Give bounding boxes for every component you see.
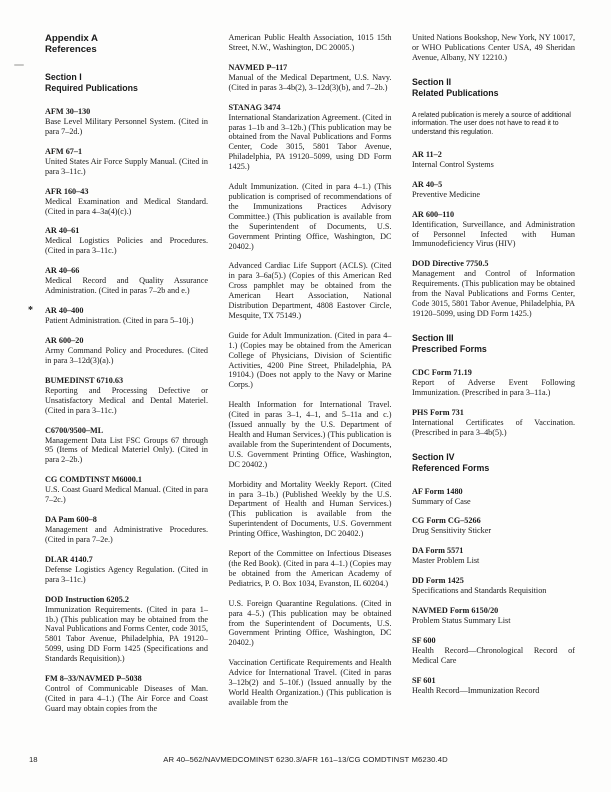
- entry-description: Preventive Medicine: [412, 189, 480, 199]
- section-heading-line: Related Publications: [412, 87, 499, 98]
- entry-description: Defense Logistics Agency Regulation. (Cited in para 3–11c.): [45, 564, 208, 584]
- entry-description: Summary of Case: [412, 496, 471, 506]
- section-heading: [45, 72, 208, 94]
- entry-number: AR 40–400: [45, 306, 84, 316]
- entry-number: BUMEDINST 6710.63: [45, 375, 124, 385]
- entry-number: AR 40–66: [45, 266, 80, 276]
- entry-number: PHS Form 731: [412, 407, 464, 417]
- publication-paragraph: American Public Health Association, 1015 15th Street, N.W., Washington, DC 20005.): [228, 33, 392, 52]
- entry-description: Drug Sensitivity Sticker: [412, 526, 492, 536]
- entry-number: CG Form CG–5266: [412, 516, 481, 526]
- entry-number: DD Form 1425: [412, 576, 464, 586]
- entry-description: Health Record—Immunization Record: [412, 685, 540, 695]
- entry-description: U.S. Coast Guard Medical Manual. (Cited in para 7–2c.): [45, 485, 208, 505]
- reference-entry: [45, 426, 208, 466]
- entry-description: Report of Adverse Event Following Immunization. (Prescribed in para 3–11a.): [412, 377, 575, 397]
- entry-description: Master Problem List: [412, 556, 480, 566]
- entry-description: International Standarization Agreement. (Cited in paras 1–1b and 3–12b.) (This publication may be obtained from the Naval Publications and Forms Center, Code 3015, 5801 Tabor Avenue, Philadelphia, PA 19120–5099, using DD Form 1425.): [228, 112, 392, 172]
- reference-entry: [412, 546, 575, 566]
- publication-paragraph: Vaccination Certificate Requirements and Health Advice for International Travel. (Cited in paras 3–12b(2) and 5–10f.) (Issued annually by the World Health Organization.) (This publication is available from the: [228, 658, 392, 707]
- entry-number: SF 601: [412, 675, 436, 685]
- entry-number: AFM 30–130: [45, 107, 91, 116]
- section-heading-line: Section IV: [412, 451, 455, 462]
- entry-description: Health Record—Chronological Record of Medical Care: [412, 646, 575, 665]
- margin-dash-mark: [14, 64, 24, 66]
- reference-entry: [45, 336, 208, 366]
- reference-entry: [412, 487, 575, 507]
- reference-entry: [45, 555, 208, 585]
- related-publications-note: A related publication is merely a source of additional information. The user does not have to read it to understand this regulation.: [412, 111, 571, 137]
- reference-entry: [412, 259, 575, 319]
- column-middle: [229, 33, 392, 724]
- entry-description: Reporting and Processing Defective or Unsatisfactory Medical and Dental Materiel. (Cited in para 3–11c.): [45, 385, 208, 415]
- entry-description: Manual of the Medical Department, U.S. Navy. (Cited in paras 3–4b(2), 3–12d(3)(b), and 7–2b.): [228, 72, 392, 92]
- publication-paragraph: Guide for Adult Immunization. (Cited in para 4–1.) (Copies may be obtained from the American College of Physicians, Division of Scientific Activities, 4200 Pine Street, Philadelphia, PA 19104.) (Does not apply to the Navy or Marine Corps.): [228, 330, 392, 390]
- entry-number: AFM 67–1: [45, 146, 83, 156]
- publication-paragraph: Advanced Cardiac Life Support (ACLS). (Cited in para 3–6a(5).) (Copies of this American Red Cross pamphlet may be obtained from the American Heart Association, National Distribution Department, 4808 Eastover Circle, Mesquite, TX 75149.): [228, 261, 392, 320]
- column-right: [412, 33, 575, 724]
- reference-entry: [45, 376, 208, 416]
- references-columns: [28, 33, 575, 724]
- entry-description: Specifications and Standards Requisition: [412, 586, 547, 596]
- reference-entry: [45, 266, 208, 296]
- entry-description: Patient Administration. (Cited in para 5–10j.): [45, 316, 194, 326]
- reference-entry: [412, 636, 575, 666]
- publication-paragraph: United Nations Bookshop, New York, NY 10017, or WHO Publications Center USA, 49 Sheridan Avenue, Albany, NY 12210.): [412, 33, 575, 62]
- entry-number: DA Pam 600–8: [45, 515, 97, 525]
- publication-paragraph: Report of the Committee on Infectious Diseases (the Red Book). (Cited in para 4–1.) (Copies may be obtained from the American Academy of Pediatrics, P. O. Box 1034, Evanston, IL 60204.): [228, 549, 392, 588]
- entry-number: CDC Form 71.19: [412, 367, 472, 377]
- reference-entry: [412, 576, 575, 596]
- entry-number: CG COMDTINST M6000.1: [45, 475, 142, 485]
- publication-paragraph: U.S. Foreign Quarantine Regulations. (Cited in para 4–5.) (This publication may be obtained from the Superintendent of Documents, U.S. Government Printing Office, Washington, DC 20402.): [228, 598, 392, 648]
- section-heading: [412, 333, 575, 355]
- entry-description: Medical Logistics Policies and Procedures. (Cited in para 3–11c.): [45, 236, 208, 256]
- entry-description: Army Command Policy and Procedures. (Cited in para 3–12d(3)(a).): [45, 345, 208, 365]
- entry-description: Base Level Military Personnel System. (Cited in para 7–2d.): [45, 117, 208, 136]
- entry-number: STANAG 3474: [228, 102, 281, 112]
- entry-number: SF 600: [412, 636, 436, 646]
- reference-entry: [45, 187, 208, 217]
- column-left: [28, 33, 208, 724]
- entry-number: AR 600–110: [412, 209, 455, 219]
- section-heading-line: Referenced Forms: [412, 462, 490, 473]
- reference-entry: [45, 674, 208, 714]
- entry-number: AR 40–61: [45, 226, 80, 236]
- entry-number: FM 8–33/NAVMED P–5038: [45, 674, 142, 684]
- entry-description: Medical Record and Quality Assurance Administration. (Cited in paras 7–2b and e.): [45, 276, 208, 296]
- reference-entry: [229, 63, 392, 93]
- reference-entry: [412, 606, 575, 626]
- entry-number: AR 40–5: [412, 179, 443, 189]
- entry-description: Management and Control of Information Requirements. (This publication may be obtained from the Naval Publications and Forms Center, Code 3015, 5801 Tabor Avenue, Philadelphia, PA 19120–5099, using DD Form 1425.): [412, 269, 575, 318]
- section-heading-line: Section II: [412, 76, 452, 87]
- reference-entry: [412, 676, 575, 696]
- entry-number: AR 600–20: [45, 335, 84, 345]
- reference-entry: [45, 475, 208, 505]
- section-heading-line: Section III: [412, 332, 454, 343]
- publication-paragraph: Adult Immunization. (Cited in para 4–1.) (This publication is comprised of recommendations of the Immunizations Practices Advisory Committee.) (This publication is available from the Superintendent of Documents, U.S. Government Printing Office, Washington, DC 20402.): [228, 182, 392, 251]
- entry-description: Immunization Requirements. (Cited in para 1–1b.) (This publication may be obtained from the Naval Publications and Forms Center, code 3015, 5801 Tabor Avenue, Philadelphia, PA 19120–5099, using DD Form 1425 (Specifications and Standards Requisition).): [45, 604, 208, 664]
- entry-description: Problem Status Summary List: [412, 616, 511, 626]
- reference-entry: [45, 107, 208, 137]
- reference-entry: [412, 516, 575, 536]
- entry-description: International Certificates of Vaccination. (Prescribed in para 3–4b(5).): [412, 417, 575, 437]
- appendix-title-line: References: [45, 44, 97, 55]
- entry-number: DLAR 4140.7: [45, 554, 93, 564]
- section-heading-line: Section I: [45, 72, 82, 82]
- entry-number: AR 11–2: [412, 149, 442, 159]
- entry-number: NAVMED Form 6150/20: [412, 606, 499, 616]
- section-heading: [412, 452, 575, 474]
- entry-description: Management Data List FSC Groups 67 through 95 (Items of Medical Materiel Only). (Cited in para 2–2b.): [45, 435, 208, 465]
- entry-number: AFR 160–43: [45, 186, 89, 196]
- entry-description: United States Air Force Supply Manual. (Cited in para 3–11c.): [45, 156, 208, 176]
- entry-number: NAVMED P–117: [228, 62, 288, 72]
- reference-entry: [412, 408, 575, 438]
- entry-description: Management and Administrative Procedures. (Cited in para 7–2e.): [45, 525, 208, 544]
- page-footer: [0, 755, 611, 767]
- publication-paragraph: Health Information for International Travel. (Cited in paras 3–1, 4–1, and 5–11a and c.) (Issued annually by the U.S. Department of Health and Human Services.) (This publication is available from the Superintendent of Documents, U.S. Government Printing Office, Washington, DC 20402.): [228, 400, 392, 469]
- entry-number: DA Form 5571: [412, 546, 464, 556]
- section-heading-line: Prescribed Forms: [412, 343, 487, 354]
- entry-number: DOD Instruction 6205.2: [45, 594, 129, 604]
- appendix-title-line: Appendix A: [45, 33, 98, 44]
- footer-document-id: AR 40–562/NAVMEDCOMINST 6230.3/AFR 161–13/CG COMDTINST M6230.4D: [163, 755, 448, 764]
- reference-entry: [45, 595, 208, 664]
- reference-entry: [412, 210, 575, 250]
- page-number: 18: [29, 755, 38, 764]
- entry-number: C6700/9500–ML: [45, 425, 104, 435]
- entry-number: DOD Directive 7750.5: [412, 259, 489, 269]
- reference-entry: [45, 147, 208, 177]
- reference-entry: [45, 226, 208, 256]
- reference-entry: [412, 180, 575, 200]
- reference-entry: [45, 515, 208, 545]
- reference-entry: [28, 305, 208, 326]
- publication-paragraph: Morbidity and Mortality Weekly Report. (Cited in para 3–1b.) (Published Weekly by the U.S. Department of Health and Human Services.) (This publication is available from the Superintendent of Documents, U.S. Government Printing Office, Washington, DC 20402.): [228, 479, 392, 539]
- reference-entry: [412, 150, 575, 170]
- entry-description: Medical Examination and Medical Standard. (Cited in para 4–3a(4)(c).): [45, 196, 208, 216]
- entry-description: Identification, Surveillance, and Administration of Personnel Infected with Human Immunodeficiency Virus (HIV): [412, 219, 575, 249]
- section-heading: [412, 77, 575, 99]
- entry-number: AF Form 1480: [412, 486, 463, 496]
- change-asterisk-mark: *: [28, 305, 33, 317]
- appendix-title: [45, 33, 208, 55]
- reference-entry: [229, 103, 392, 172]
- entry-description: Internal Control Systems: [412, 159, 494, 169]
- reference-entry: [412, 368, 575, 398]
- entry-description: Control of Communicable Diseases of Man. (Cited in para 4–1.) (The Air Force and Coast Guard may obtain copies from the: [45, 684, 208, 713]
- section-heading-line: Required Publications: [45, 83, 138, 93]
